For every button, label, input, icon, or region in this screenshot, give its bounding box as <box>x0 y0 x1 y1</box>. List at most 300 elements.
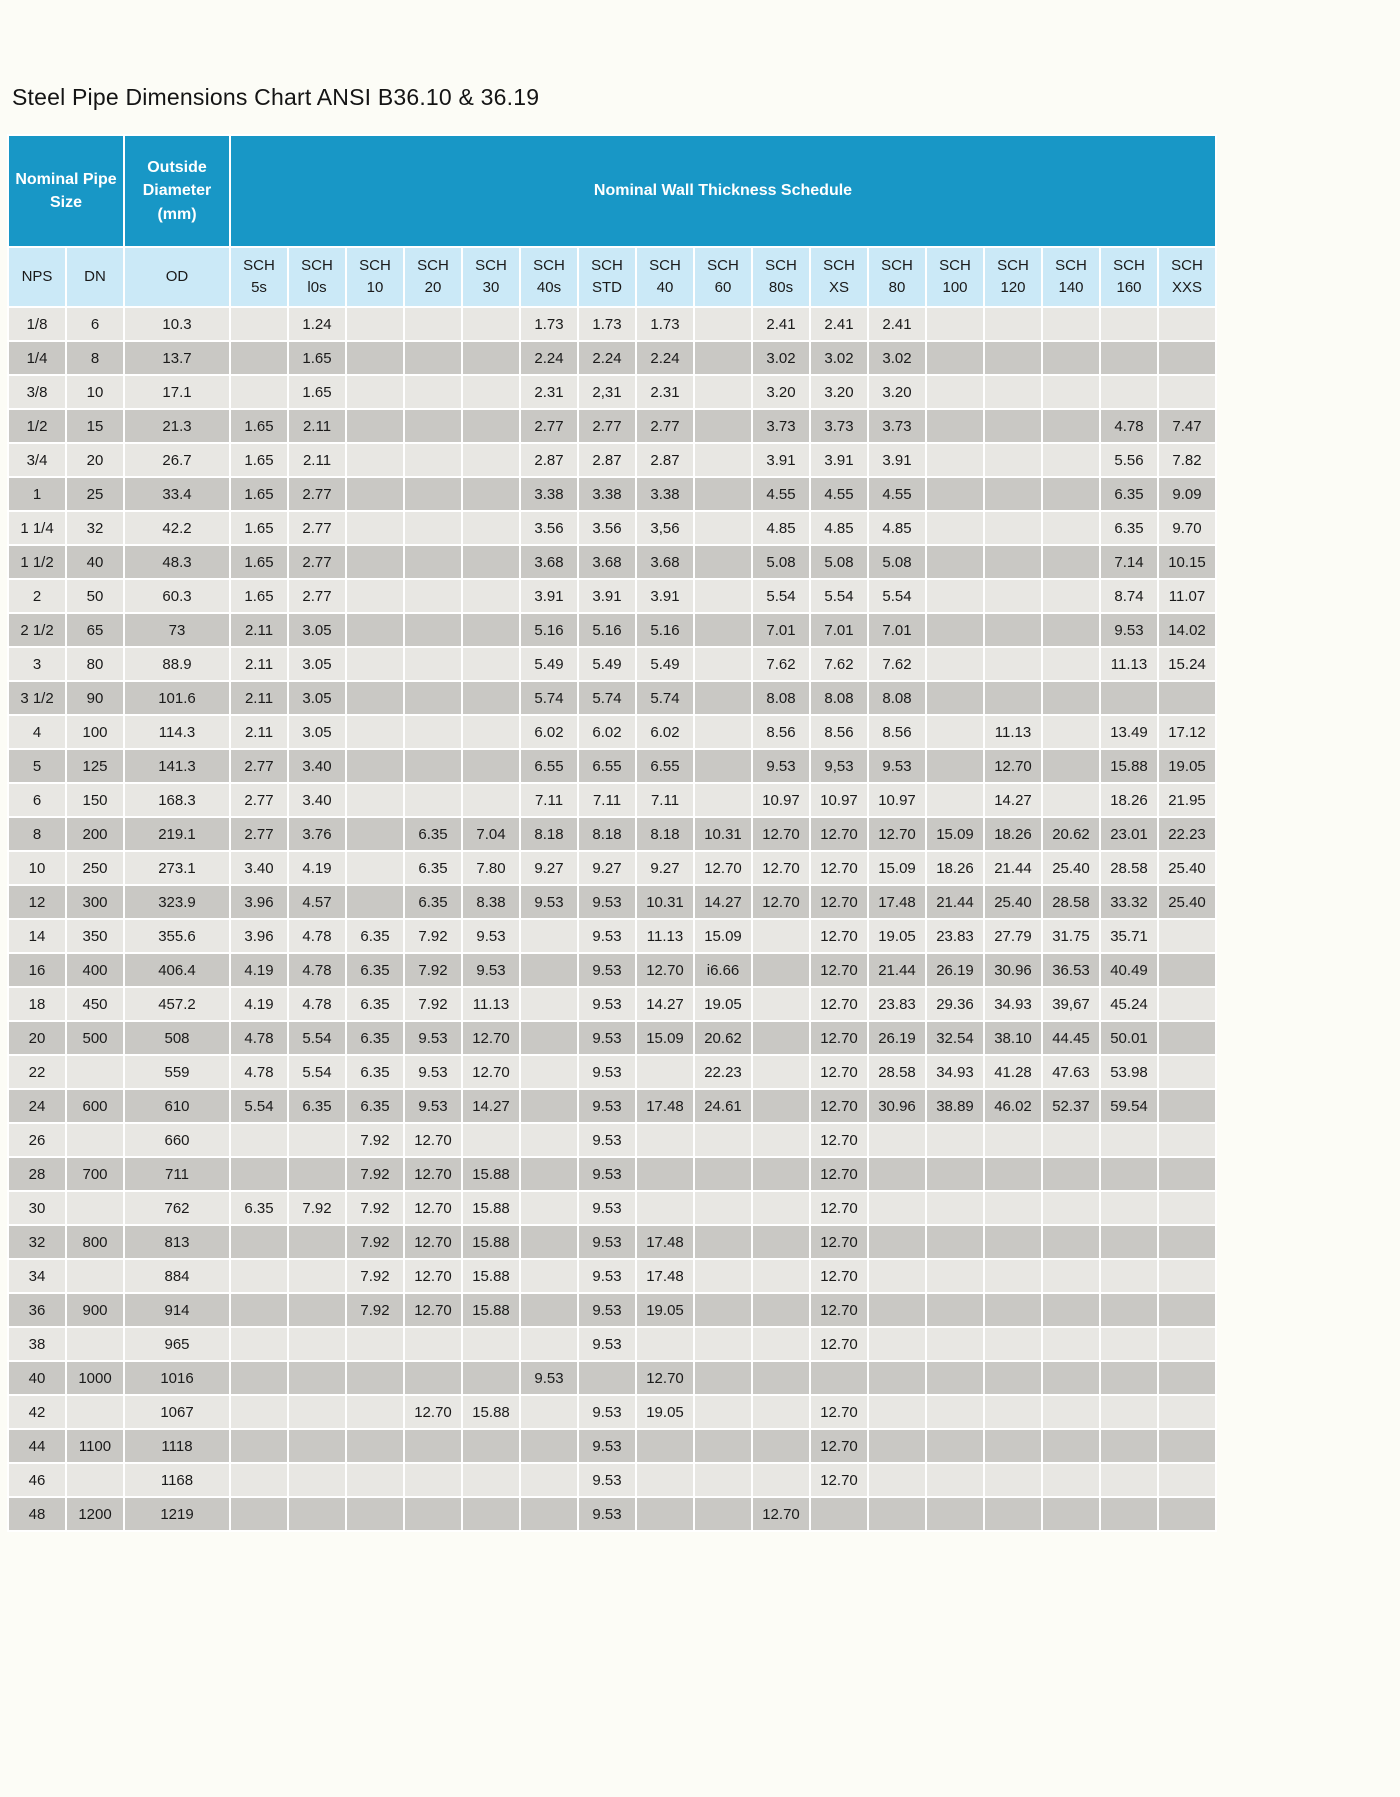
cell-sch-xxs <box>1159 1260 1215 1292</box>
cell-sch-40: 1.73 <box>637 308 693 340</box>
cell-sch-l0s: 5.54 <box>289 1022 345 1054</box>
cell-sch-std: 9.53 <box>579 1328 635 1360</box>
cell-sch-xxs <box>1159 1056 1215 1088</box>
cell-sch-20: 12.70 <box>405 1124 461 1156</box>
cell-sch-30 <box>463 546 519 578</box>
table-row-nps-3-4 <box>9 444 1215 476</box>
cell-nps: 1/8 <box>9 308 65 340</box>
cell-sch-xxs <box>1159 1362 1215 1394</box>
cell-sch-10 <box>347 410 403 442</box>
cell-sch-40: 2.77 <box>637 410 693 442</box>
cell-sch-std: 9.53 <box>579 1226 635 1258</box>
column-header-sch-20: SCH 20 <box>405 248 461 306</box>
cell-sch-30 <box>463 512 519 544</box>
cell-od: 26.7 <box>125 444 229 476</box>
cell-sch-std: 6.02 <box>579 716 635 748</box>
cell-sch-l0s: 5.54 <box>289 1056 345 1088</box>
cell-dn <box>67 1124 123 1156</box>
cell-sch-80 <box>869 1192 925 1224</box>
cell-sch-20: 6.35 <box>405 818 461 850</box>
cell-sch-100 <box>927 784 983 816</box>
cell-sch-xs: 12.70 <box>811 852 867 884</box>
cell-sch-160 <box>1101 1430 1157 1462</box>
cell-nps: 18 <box>9 988 65 1020</box>
cell-sch-40s: 2.24 <box>521 342 577 374</box>
cell-sch-std: 2.87 <box>579 444 635 476</box>
cell-sch-40: 6.55 <box>637 750 693 782</box>
cell-sch-30 <box>463 580 519 612</box>
cell-sch-xs: 3.91 <box>811 444 867 476</box>
cell-sch-l0s <box>289 1396 345 1428</box>
cell-sch-40s: 3.38 <box>521 478 577 510</box>
cell-sch-140 <box>1043 308 1099 340</box>
cell-sch-120 <box>985 1192 1041 1224</box>
column-header-sch-l0s: SCH l0s <box>289 248 345 306</box>
cell-sch-xxs <box>1159 954 1215 986</box>
cell-sch-80 <box>869 1396 925 1428</box>
cell-od: 1067 <box>125 1396 229 1428</box>
cell-sch-10 <box>347 614 403 646</box>
cell-sch-std: 9.53 <box>579 1260 635 1292</box>
cell-sch-160: 18.26 <box>1101 784 1157 816</box>
cell-sch-10: 7.92 <box>347 1226 403 1258</box>
cell-sch-80s: 3.02 <box>753 342 809 374</box>
cell-dn: 1000 <box>67 1362 123 1394</box>
cell-sch-xxs: 7.82 <box>1159 444 1215 476</box>
cell-sch-l0s: 1.24 <box>289 308 345 340</box>
cell-sch-std: 2.24 <box>579 342 635 374</box>
cell-sch-std: 5.16 <box>579 614 635 646</box>
cell-sch-20 <box>405 580 461 612</box>
cell-sch-100 <box>927 716 983 748</box>
cell-sch-30 <box>463 1328 519 1360</box>
cell-sch-30 <box>463 478 519 510</box>
cell-sch-100: 23.83 <box>927 920 983 952</box>
cell-sch-60: 14.27 <box>695 886 751 918</box>
column-header-sch-100: SCH 100 <box>927 248 983 306</box>
cell-sch-140: 36.53 <box>1043 954 1099 986</box>
cell-nps: 48 <box>9 1498 65 1530</box>
cell-sch-40 <box>637 1464 693 1496</box>
table-row-nps-1-4 <box>9 342 1215 374</box>
column-header-nps: NPS <box>9 248 65 306</box>
cell-sch-std: 2,31 <box>579 376 635 408</box>
cell-sch-30: 7.80 <box>463 852 519 884</box>
cell-sch-80: 3.02 <box>869 342 925 374</box>
cell-sch-40 <box>637 1192 693 1224</box>
cell-sch-5s <box>231 1260 287 1292</box>
cell-sch-5s <box>231 1158 287 1190</box>
cell-nps: 3/8 <box>9 376 65 408</box>
cell-sch-80 <box>869 1430 925 1462</box>
cell-sch-160: 33.32 <box>1101 886 1157 918</box>
cell-sch-xs: 9,53 <box>811 750 867 782</box>
cell-sch-40s <box>521 920 577 952</box>
cell-sch-10 <box>347 342 403 374</box>
table-row-nps-6 <box>9 784 1215 816</box>
cell-dn <box>67 1192 123 1224</box>
cell-sch-10 <box>347 444 403 476</box>
cell-sch-40: 3.68 <box>637 546 693 578</box>
cell-sch-160 <box>1101 1362 1157 1394</box>
cell-sch-100: 15.09 <box>927 818 983 850</box>
cell-sch-20: 12.70 <box>405 1294 461 1326</box>
cell-sch-5s <box>231 1362 287 1394</box>
cell-sch-40 <box>637 1124 693 1156</box>
cell-sch-100 <box>927 1464 983 1496</box>
cell-sch-80s: 8.08 <box>753 682 809 714</box>
cell-dn <box>67 1396 123 1428</box>
cell-sch-140 <box>1043 1498 1099 1530</box>
cell-nps: 38 <box>9 1328 65 1360</box>
cell-sch-l0s <box>289 1498 345 1530</box>
cell-sch-120 <box>985 614 1041 646</box>
cell-sch-120: 34.93 <box>985 988 1041 1020</box>
cell-sch-80: 17.48 <box>869 886 925 918</box>
cell-sch-30 <box>463 614 519 646</box>
cell-nps: 24 <box>9 1090 65 1122</box>
cell-sch-std: 9.53 <box>579 1090 635 1122</box>
cell-sch-20 <box>405 1328 461 1360</box>
cell-od: 10.3 <box>125 308 229 340</box>
table-row-nps-2 <box>9 580 1215 612</box>
cell-sch-std <box>579 1362 635 1394</box>
cell-sch-80s: 8.56 <box>753 716 809 748</box>
cell-sch-30 <box>463 716 519 748</box>
cell-sch-140: 47.63 <box>1043 1056 1099 1088</box>
cell-sch-5s: 4.19 <box>231 954 287 986</box>
cell-sch-xxs <box>1159 1158 1215 1190</box>
cell-dn <box>67 1260 123 1292</box>
cell-sch-40 <box>637 1056 693 1088</box>
cell-sch-60 <box>695 1430 751 1462</box>
cell-sch-140 <box>1043 1226 1099 1258</box>
cell-nps: 16 <box>9 954 65 986</box>
group-header-row <box>9 136 1215 246</box>
cell-sch-30 <box>463 1124 519 1156</box>
cell-dn: 65 <box>67 614 123 646</box>
cell-sch-40: 11.13 <box>637 920 693 952</box>
cell-sch-l0s: 3.05 <box>289 716 345 748</box>
cell-sch-10 <box>347 478 403 510</box>
cell-sch-40: 15.09 <box>637 1022 693 1054</box>
cell-sch-60 <box>695 1328 751 1360</box>
cell-sch-xxs: 11.07 <box>1159 580 1215 612</box>
cell-sch-140 <box>1043 1294 1099 1326</box>
cell-sch-xs: 12.70 <box>811 1158 867 1190</box>
cell-sch-xxs <box>1159 1022 1215 1054</box>
cell-sch-xxs: 22.23 <box>1159 818 1215 850</box>
cell-dn: 10 <box>67 376 123 408</box>
cell-sch-160: 45.24 <box>1101 988 1157 1020</box>
cell-sch-120 <box>985 1362 1041 1394</box>
cell-sch-100: 29.36 <box>927 988 983 1020</box>
cell-sch-xs: 3.02 <box>811 342 867 374</box>
cell-sch-30: 12.70 <box>463 1022 519 1054</box>
cell-sch-60 <box>695 342 751 374</box>
cell-sch-80s <box>753 1192 809 1224</box>
cell-sch-10 <box>347 512 403 544</box>
cell-sch-100 <box>927 342 983 374</box>
cell-sch-xxs: 17.12 <box>1159 716 1215 748</box>
cell-sch-160: 11.13 <box>1101 648 1157 680</box>
table-row-nps-36 <box>9 1294 1215 1326</box>
cell-sch-120: 30.96 <box>985 954 1041 986</box>
table-row-nps-3-1-2 <box>9 682 1215 714</box>
cell-dn: 50 <box>67 580 123 612</box>
cell-sch-120 <box>985 580 1041 612</box>
cell-sch-5s: 2.77 <box>231 750 287 782</box>
cell-sch-60 <box>695 444 751 476</box>
cell-sch-140: 39,67 <box>1043 988 1099 1020</box>
cell-sch-std: 3.91 <box>579 580 635 612</box>
cell-sch-l0s: 2.11 <box>289 444 345 476</box>
cell-sch-60: 15.09 <box>695 920 751 952</box>
cell-sch-80s <box>753 1260 809 1292</box>
cell-nps: 4 <box>9 716 65 748</box>
cell-sch-80: 7.62 <box>869 648 925 680</box>
cell-sch-10 <box>347 1362 403 1394</box>
cell-sch-xxs <box>1159 1430 1215 1462</box>
cell-sch-160: 28.58 <box>1101 852 1157 884</box>
cell-sch-5s <box>231 342 287 374</box>
table-row-nps-32 <box>9 1226 1215 1258</box>
cell-sch-5s: 1.65 <box>231 478 287 510</box>
cell-sch-std: 9.53 <box>579 988 635 1020</box>
cell-sch-10: 7.92 <box>347 1294 403 1326</box>
cell-sch-xs: 12.70 <box>811 1294 867 1326</box>
cell-sch-80s <box>753 1124 809 1156</box>
cell-sch-40s: 8.18 <box>521 818 577 850</box>
cell-sch-120: 21.44 <box>985 852 1041 884</box>
cell-sch-80 <box>869 1294 925 1326</box>
cell-sch-40s <box>521 1430 577 1462</box>
cell-sch-40s <box>521 1022 577 1054</box>
cell-sch-160 <box>1101 1498 1157 1530</box>
cell-sch-5s <box>231 1294 287 1326</box>
cell-sch-std: 3.56 <box>579 512 635 544</box>
cell-sch-30: 12.70 <box>463 1056 519 1088</box>
cell-sch-80 <box>869 1226 925 1258</box>
cell-sch-80s: 12.70 <box>753 886 809 918</box>
table-row-nps-38 <box>9 1328 1215 1360</box>
cell-sch-40 <box>637 1498 693 1530</box>
cell-sch-l0s: 3.40 <box>289 784 345 816</box>
cell-sch-l0s: 3.05 <box>289 648 345 680</box>
cell-sch-80: 26.19 <box>869 1022 925 1054</box>
cell-sch-40s: 2.31 <box>521 376 577 408</box>
cell-sch-120: 12.70 <box>985 750 1041 782</box>
cell-nps: 40 <box>9 1362 65 1394</box>
cell-sch-140: 25.40 <box>1043 852 1099 884</box>
cell-sch-5s <box>231 1430 287 1462</box>
cell-sch-120 <box>985 1328 1041 1360</box>
cell-sch-60 <box>695 784 751 816</box>
cell-sch-100 <box>927 1328 983 1360</box>
cell-sch-60: 10.31 <box>695 818 751 850</box>
group-header-nominal-pipe-size: Nominal Pipe Size <box>9 136 123 246</box>
cell-nps: 14 <box>9 920 65 952</box>
cell-sch-120 <box>985 1396 1041 1428</box>
cell-sch-120: 11.13 <box>985 716 1041 748</box>
cell-sch-40s: 1.73 <box>521 308 577 340</box>
cell-sch-20 <box>405 1362 461 1394</box>
cell-sch-xxs: 9.70 <box>1159 512 1215 544</box>
cell-sch-140 <box>1043 512 1099 544</box>
cell-sch-120 <box>985 308 1041 340</box>
cell-sch-40s <box>521 1056 577 1088</box>
cell-sch-20: 12.70 <box>405 1158 461 1190</box>
cell-sch-5s: 1.65 <box>231 410 287 442</box>
cell-sch-80s: 7.62 <box>753 648 809 680</box>
cell-sch-40: 17.48 <box>637 1226 693 1258</box>
cell-sch-5s: 4.19 <box>231 988 287 1020</box>
cell-sch-120: 41.28 <box>985 1056 1041 1088</box>
cell-dn: 250 <box>67 852 123 884</box>
column-header-sch-60: SCH 60 <box>695 248 751 306</box>
table-row-nps-2-1-2 <box>9 614 1215 646</box>
cell-sch-80s: 5.54 <box>753 580 809 612</box>
cell-sch-5s <box>231 1464 287 1496</box>
cell-sch-100 <box>927 1362 983 1394</box>
cell-sch-20 <box>405 512 461 544</box>
cell-sch-xs: 3.73 <box>811 410 867 442</box>
cell-sch-xs: 8.56 <box>811 716 867 748</box>
cell-sch-80 <box>869 1464 925 1496</box>
cell-sch-160 <box>1101 1158 1157 1190</box>
cell-sch-std: 8.18 <box>579 818 635 850</box>
pipe-dimensions-table <box>7 134 1217 1532</box>
cell-sch-10: 7.92 <box>347 1260 403 1292</box>
cell-sch-5s: 2.11 <box>231 648 287 680</box>
cell-dn: 450 <box>67 988 123 1020</box>
cell-sch-30 <box>463 444 519 476</box>
cell-sch-160: 8.74 <box>1101 580 1157 612</box>
cell-sch-160: 6.35 <box>1101 512 1157 544</box>
cell-od: 406.4 <box>125 954 229 986</box>
cell-sch-140: 44.45 <box>1043 1022 1099 1054</box>
cell-od: 1219 <box>125 1498 229 1530</box>
cell-nps: 1/2 <box>9 410 65 442</box>
cell-od: 711 <box>125 1158 229 1190</box>
cell-sch-120: 46.02 <box>985 1090 1041 1122</box>
cell-sch-80s <box>753 954 809 986</box>
cell-sch-30: 15.88 <box>463 1226 519 1258</box>
cell-od: 1118 <box>125 1430 229 1462</box>
cell-sch-60 <box>695 376 751 408</box>
cell-sch-l0s: 3.05 <box>289 682 345 714</box>
cell-sch-80: 3.20 <box>869 376 925 408</box>
cell-sch-xs: 7.62 <box>811 648 867 680</box>
cell-sch-20 <box>405 478 461 510</box>
cell-sch-80s: 4.55 <box>753 478 809 510</box>
cell-sch-160: 40.49 <box>1101 954 1157 986</box>
cell-dn: 8 <box>67 342 123 374</box>
cell-sch-xxs: 25.40 <box>1159 886 1215 918</box>
cell-sch-120 <box>985 1226 1041 1258</box>
cell-sch-30: 15.88 <box>463 1158 519 1190</box>
cell-dn: 90 <box>67 682 123 714</box>
cell-sch-xs: 4.85 <box>811 512 867 544</box>
cell-sch-40: 9.27 <box>637 852 693 884</box>
cell-sch-120 <box>985 682 1041 714</box>
cell-sch-40: 19.05 <box>637 1294 693 1326</box>
cell-sch-5s: 1.65 <box>231 444 287 476</box>
cell-sch-60 <box>695 750 751 782</box>
cell-sch-10: 6.35 <box>347 1056 403 1088</box>
cell-sch-xxs <box>1159 1294 1215 1326</box>
cell-od: 88.9 <box>125 648 229 680</box>
cell-sch-40s: 5.16 <box>521 614 577 646</box>
cell-od: 168.3 <box>125 784 229 816</box>
cell-sch-l0s <box>289 1328 345 1360</box>
cell-sch-40s: 5.49 <box>521 648 577 680</box>
cell-sch-100 <box>927 478 983 510</box>
cell-sch-l0s <box>289 1430 345 1462</box>
table-row-nps-3-8 <box>9 376 1215 408</box>
cell-sch-80: 7.01 <box>869 614 925 646</box>
cell-sch-xxs <box>1159 1226 1215 1258</box>
table-row-nps-12 <box>9 886 1215 918</box>
cell-sch-5s <box>231 1226 287 1258</box>
cell-sch-l0s: 3.76 <box>289 818 345 850</box>
cell-sch-std: 9.53 <box>579 1192 635 1224</box>
cell-sch-160: 59.54 <box>1101 1090 1157 1122</box>
cell-sch-xxs <box>1159 682 1215 714</box>
cell-sch-40s: 6.02 <box>521 716 577 748</box>
cell-sch-40s: 3.56 <box>521 512 577 544</box>
cell-sch-30 <box>463 648 519 680</box>
cell-sch-xs: 5.54 <box>811 580 867 612</box>
cell-sch-120 <box>985 648 1041 680</box>
cell-od: 559 <box>125 1056 229 1088</box>
cell-sch-120: 25.40 <box>985 886 1041 918</box>
cell-sch-40: 2.24 <box>637 342 693 374</box>
cell-sch-120 <box>985 444 1041 476</box>
cell-dn: 200 <box>67 818 123 850</box>
cell-sch-5s: 3.96 <box>231 920 287 952</box>
cell-od: 914 <box>125 1294 229 1326</box>
cell-sch-10 <box>347 852 403 884</box>
cell-sch-l0s: 1.65 <box>289 376 345 408</box>
cell-dn <box>67 1056 123 1088</box>
cell-sch-std: 9.53 <box>579 1396 635 1428</box>
cell-sch-std: 9.53 <box>579 1056 635 1088</box>
cell-sch-160 <box>1101 682 1157 714</box>
cell-sch-10 <box>347 1328 403 1360</box>
cell-sch-10 <box>347 546 403 578</box>
cell-sch-160 <box>1101 1396 1157 1428</box>
cell-sch-160 <box>1101 1124 1157 1156</box>
cell-sch-10 <box>347 580 403 612</box>
cell-sch-140 <box>1043 546 1099 578</box>
cell-sch-5s <box>231 1498 287 1530</box>
cell-sch-120: 27.79 <box>985 920 1041 952</box>
cell-nps: 8 <box>9 818 65 850</box>
cell-sch-std: 2.77 <box>579 410 635 442</box>
cell-sch-160: 7.14 <box>1101 546 1157 578</box>
cell-sch-10 <box>347 648 403 680</box>
cell-sch-20: 7.92 <box>405 954 461 986</box>
cell-sch-xxs: 19.05 <box>1159 750 1215 782</box>
cell-sch-100 <box>927 1158 983 1190</box>
cell-sch-100 <box>927 1396 983 1428</box>
cell-sch-30: 8.38 <box>463 886 519 918</box>
cell-sch-140: 52.37 <box>1043 1090 1099 1122</box>
cell-sch-std: 7.11 <box>579 784 635 816</box>
cell-sch-5s <box>231 1328 287 1360</box>
cell-sch-40s <box>521 1396 577 1428</box>
